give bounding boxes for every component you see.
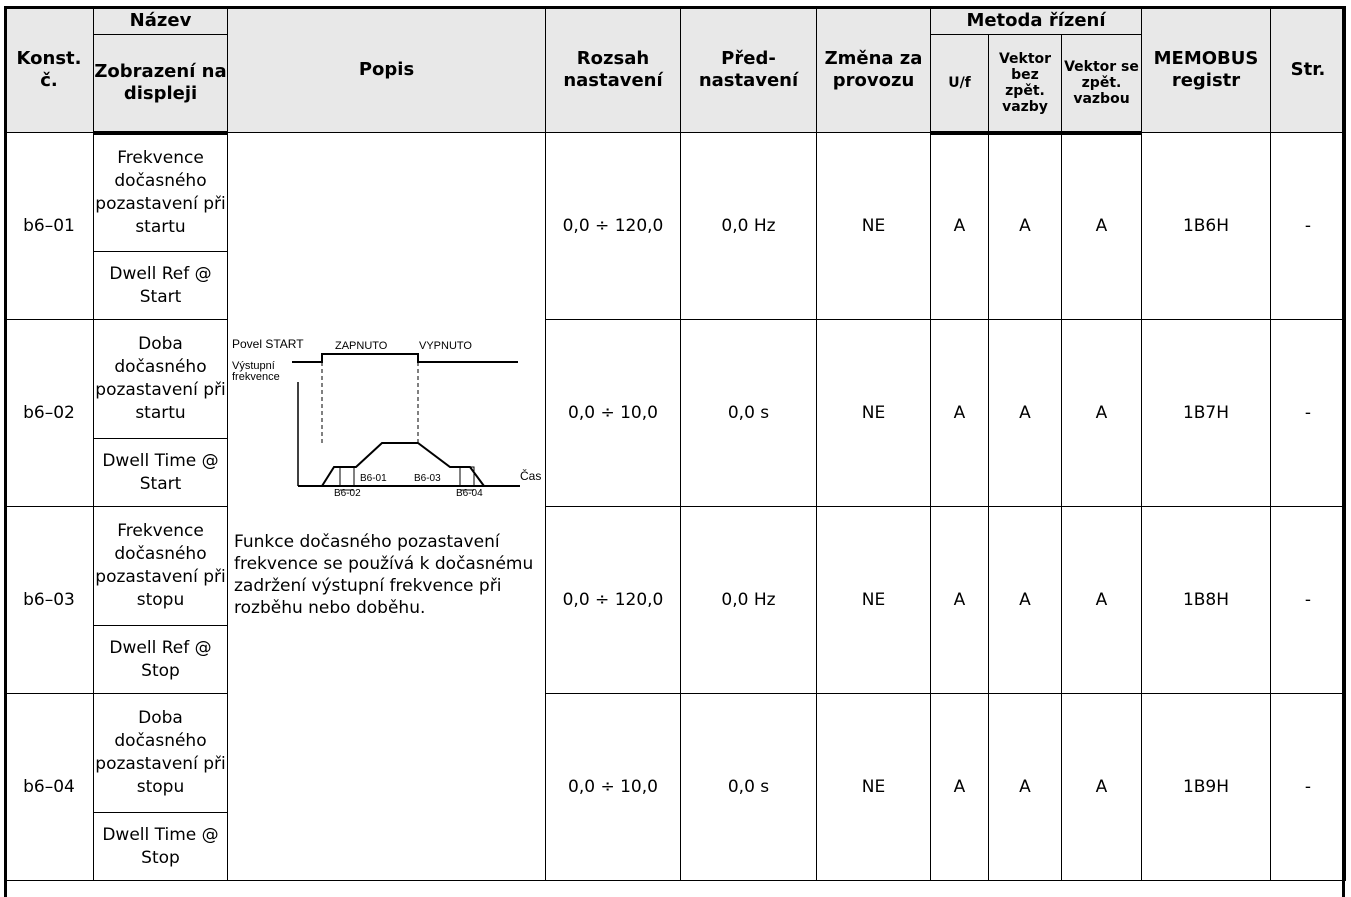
cell-uf: A [931, 507, 989, 694]
header-metoda: Metoda řízení [931, 7, 1142, 35]
cell-nazev: Frekvence dočasného pozastavení při stopu [94, 507, 228, 626]
label-vypnuto: VYPNUTO [419, 340, 472, 352]
cell-konst: b6–01 [5, 133, 94, 320]
cell-zmena: NE [817, 320, 931, 507]
cell-vbez: A [989, 320, 1062, 507]
cell-memobus: 1B6H [1142, 133, 1271, 320]
header-konst: Konst. č. [5, 7, 94, 133]
parameter-table-document [4, 6, 1345, 897]
cell-default: 0,0 s [681, 320, 817, 507]
cell-default: 0,0 Hz [681, 507, 817, 694]
cell-rozsah: 0,0 ÷ 10,0 [546, 320, 681, 507]
label-b603: B6-03 [414, 473, 441, 484]
cell-vbez: A [989, 507, 1062, 694]
label-zapnuto: ZAPNUTO [335, 340, 388, 352]
cell-display: Dwell Ref @ Stop [94, 626, 228, 694]
cell-vse: A [1062, 133, 1142, 320]
header-memobus: MEMOBUS registr [1142, 7, 1271, 133]
cell-vse: A [1062, 694, 1142, 881]
header-vektor-bez: Vektor bez zpět. vazby [989, 35, 1062, 133]
cell-str: - [1271, 694, 1346, 881]
label-b602: B6-02 [334, 488, 361, 496]
cell-vse: A [1062, 507, 1142, 694]
cell-str: - [1271, 133, 1346, 320]
header-prednastaveni: Před- nastavení [681, 7, 817, 133]
dwell-box-start [340, 467, 354, 486]
label-b604: B6-04 [456, 488, 483, 496]
header-str: Str. [1271, 7, 1346, 133]
cell-uf: A [931, 133, 989, 320]
label-cas: Čas [520, 469, 542, 483]
header-popis: Popis [228, 7, 546, 133]
header-uf: U/f [931, 35, 989, 133]
cell-konst: b6–04 [5, 694, 94, 881]
cell-rozsah: 0,0 ÷ 10,0 [546, 694, 681, 881]
cell-zmena: NE [817, 694, 931, 881]
cell-memobus: 1B8H [1142, 507, 1271, 694]
header-vektor-se: Vektor se zpět. vazbou [1062, 35, 1142, 133]
cell-vse: A [1062, 320, 1142, 507]
cell-konst: b6–02 [5, 320, 94, 507]
cell-uf: A [931, 694, 989, 881]
cell-nazev: Frekvence dočasného pozastavení při startu [94, 133, 228, 252]
header-rozsah: Rozsah nastavení [546, 7, 681, 133]
start-signal-line [292, 354, 518, 362]
parameter-table [4, 6, 1346, 881]
cell-nazev: Doba dočasného pozastavení při stopu [94, 694, 228, 813]
cell-konst: b6–03 [5, 507, 94, 694]
label-povel-start: Povel START [232, 337, 304, 351]
cell-str: - [1271, 320, 1346, 507]
cell-display: Dwell Time @ Stop [94, 813, 228, 881]
label-frekvence: frekvence [232, 371, 280, 383]
cell-vbez: A [989, 133, 1062, 320]
cell-str: - [1271, 507, 1346, 694]
cell-nazev: Doba dočasného pozastavení při startu [94, 320, 228, 439]
label-b601: B6-01 [360, 473, 387, 484]
cell-display: Dwell Ref @ Start [94, 252, 228, 320]
dwell-timing-diagram [230, 336, 542, 496]
cell-vbez: A [989, 694, 1062, 881]
cell-memobus: 1B9H [1142, 694, 1271, 881]
header-nazev: Název [94, 7, 228, 35]
header-zmena: Změna za provozu [817, 7, 931, 133]
cell-uf: A [931, 320, 989, 507]
cell-rozsah: 0,0 ÷ 120,0 [546, 507, 681, 694]
cell-zmena: NE [817, 133, 931, 320]
cell-zmena: NE [817, 507, 931, 694]
cell-memobus: 1B7H [1142, 320, 1271, 507]
cell-default: 0,0 s [681, 694, 817, 881]
cell-popis [228, 133, 546, 881]
description-text: Funkce dočasného pozastavení frekvence se používá k dočasnému zadržení výstupní frekvence při rozběhu nebo doběhu. [234, 532, 534, 618]
header-zobrazeni: Zobrazení na displeji [94, 35, 228, 133]
cell-display: Dwell Time @ Start [94, 439, 228, 507]
cell-rozsah: 0,0 ÷ 120,0 [546, 133, 681, 320]
cell-default: 0,0 Hz [681, 133, 817, 320]
label-vystupni: Výstupní [232, 360, 275, 372]
